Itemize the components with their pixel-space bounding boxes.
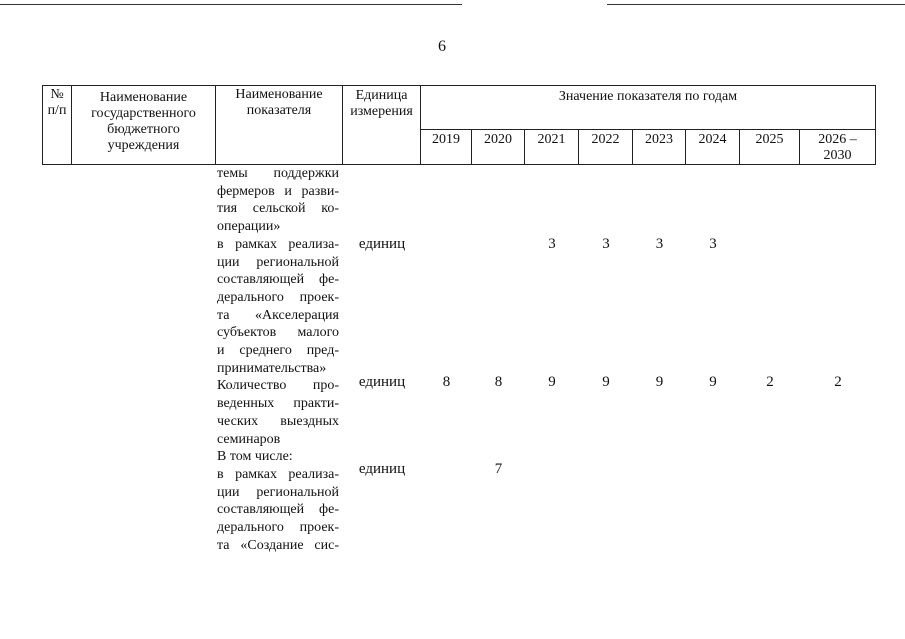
header-year: 2019 bbox=[421, 130, 472, 165]
text-line: принимательства» bbox=[217, 360, 327, 376]
header-indicator: Наименование показателя bbox=[216, 86, 343, 165]
header-year: 2025 bbox=[740, 130, 800, 165]
text-line: Количество про- bbox=[217, 378, 339, 394]
header-year: 2024 bbox=[686, 130, 740, 165]
top-rule-right bbox=[607, 4, 905, 5]
header-num: № п/п bbox=[43, 86, 72, 165]
page-number: 6 bbox=[438, 38, 446, 55]
text-line: в рамках реализа- bbox=[217, 466, 339, 482]
value-cell: 9 bbox=[655, 374, 664, 390]
value-cell: 9 bbox=[709, 374, 717, 390]
text-line: составляющей фе- bbox=[217, 272, 339, 288]
text-line: тия сельской ко- bbox=[217, 201, 339, 217]
text-line: фермеров и разви- bbox=[217, 183, 339, 199]
indicator-text bbox=[217, 165, 339, 554]
value-cell: 3 bbox=[548, 236, 556, 252]
text-line: В том числе: bbox=[217, 449, 293, 465]
text-line: и среднего пред- bbox=[217, 343, 339, 359]
header-year: 2020 bbox=[472, 130, 525, 165]
text-line: ции региональной bbox=[217, 484, 339, 500]
text-line: та «Акселерация bbox=[217, 307, 339, 323]
text-line: та «Создание сис- bbox=[217, 537, 339, 553]
text-line: семинаров bbox=[217, 431, 281, 447]
unit-cell: единиц bbox=[358, 461, 406, 477]
top-rule-left bbox=[0, 4, 462, 5]
indicator-table-header bbox=[42, 85, 876, 165]
value-cell: 3 bbox=[709, 236, 717, 252]
value-cell: 8 bbox=[442, 374, 451, 390]
value-cell: 7 bbox=[494, 461, 503, 477]
text-line: субъектов малого bbox=[217, 325, 339, 341]
text-line: в рамках реализа- bbox=[217, 236, 339, 252]
unit-cell: единиц bbox=[358, 236, 406, 252]
header-unit: Единица измерения bbox=[343, 86, 421, 165]
header-institution: Наименование государственного бюджетного учреждения bbox=[72, 86, 216, 165]
text-line: ции региональной bbox=[217, 254, 339, 270]
text-line: операции» bbox=[217, 219, 281, 235]
header-years-title: Значение показателя по годам bbox=[421, 86, 876, 130]
value-cell: 8 bbox=[494, 374, 503, 390]
header-year: 2022 bbox=[579, 130, 633, 165]
value-cell: 9 bbox=[602, 374, 610, 390]
value-cell: 2 bbox=[834, 374, 842, 390]
header-year: 2021 bbox=[525, 130, 579, 165]
value-cell: 9 bbox=[548, 374, 556, 390]
text-line: веденных практи- bbox=[217, 396, 339, 412]
header-year: 2023 bbox=[633, 130, 686, 165]
unit-cell: единиц bbox=[358, 374, 406, 390]
header-year: 2026 – 2030 bbox=[800, 130, 876, 165]
value-cell: 2 bbox=[766, 374, 774, 390]
text-line: дерального проек- bbox=[217, 520, 339, 536]
text-line: ческих выездных bbox=[217, 413, 339, 429]
text-line: дерального проек- bbox=[217, 289, 339, 305]
value-cell: 3 bbox=[602, 236, 610, 252]
text-line: темы поддержки bbox=[217, 166, 339, 181]
text-line: составляющей фе- bbox=[217, 502, 339, 518]
value-cell: 3 bbox=[655, 236, 664, 252]
